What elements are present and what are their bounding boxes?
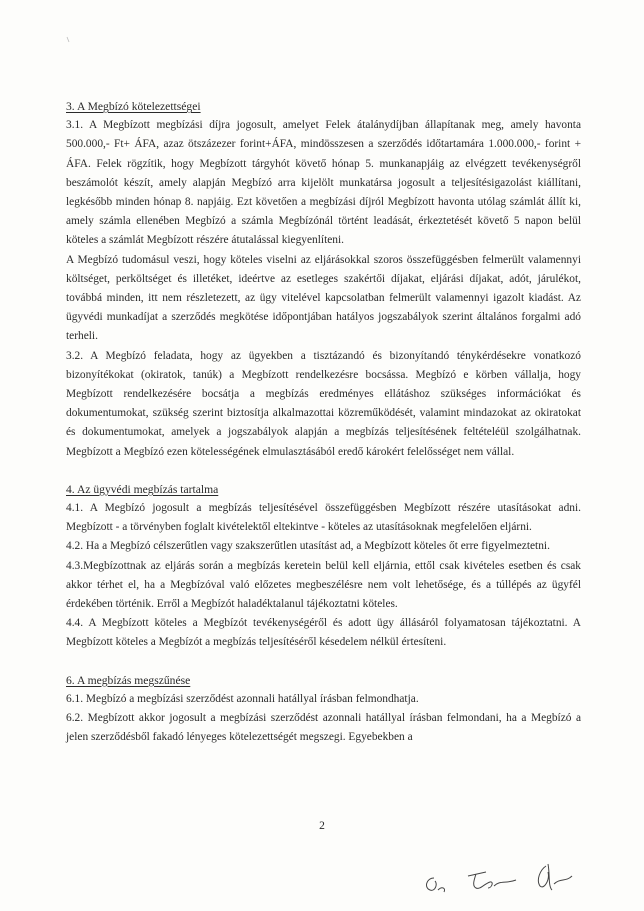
initials-signatures (420, 860, 580, 900)
paragraph: 6.2. Megbízott akkor jogosult a megbízási szerződést azonnali hatállyal írásban felmondani, ha a Megbízó a jelen szerződésből fakadó lényeges kötelezettségét megszegi. Egyebekben a (66, 712, 581, 744)
paragraph: 4.4. A Megbízott köteles a Megbízót tevékenységéről és adott ügy állásáról folyamatosan tájékoztatni. A Megbízott köteles a Megbízót a megbízás teljesítéséről késedelem nélkül értesíteni. (66, 617, 581, 649)
paragraph: 6.1. Megbízó a megbízási szerződést azonnali hatállyal írásban felmondhatja. (66, 692, 419, 705)
section-termination (66, 671, 581, 748)
scan-mark (66, 36, 72, 44)
section-heading: 3. A Megbízó kötelezettségei (66, 100, 201, 113)
paragraph: 3.1. A Megbízott megbízási díjra jogosult, amelyet Felek átalánydíjban állapítanak meg, amely havonta 500.000,- Ft+ ÁFA, azaz ötszázezer forint+ÁFA, mindösszesen a szerződés időtartamára 1.000.000,- forint + ÁFA. Felek rögzítik, hogy Megbízott tárgyhót követő hónap 5. munkanapjáig az elvégzett tevékenységről beszámolót készít, amely alapján Megbízó arra kijelölt munkatársa jogosult a teljesítésigazolást kiállítani, legkésőbb minden hónap 8. napjáig. Ezt követően a megbízási díjról Megbízott havonta utólag számlát állít ki, amely számla ellenében Megbízó a számla Megbízónál történt leadását, érkeztetését követő 5 napon belül köteles a számlát Megbízott részére átutalással kiegyenlíteni. (66, 119, 581, 247)
initial-signature-2 (464, 866, 524, 896)
paragraph: 4.3.Megbízottnak az eljárás során a megbízás keretein belül kell eljárnia, ettől csak kivételes esetben és csak akkor térhet el, ha a Megbízóval való előzetes megbeszélésre nem volt lehetősége, és a túllépés az ügyfél érdekében történik. Erről a Megbízót haladéktalanul tájékoztatni köteles. (66, 559, 581, 611)
initial-signature-1 (420, 870, 460, 896)
initial-signature-3 (526, 860, 576, 896)
page-number: 2 (319, 820, 325, 832)
document-body (66, 97, 581, 766)
paragraph: A Megbízó tudomásul veszi, hogy köteles viselni az eljárásokkal szoros összefüggésben felmerült valamennyi költséget, perköltséget és illetéket, ideértve az esetleges szakértői díjakat, eljárási díjakat, adót, járulékot, továbbá minden, itt nem részletezett, az ügy vitelével kapcsolatban felmerült valamennyi igazolt kiadást. Az ügyvédi munkadíjat a szerződés megkötése időpontjában hatályos jogszabályok szerint általános forgalmi adó terheli. (66, 253, 581, 343)
paragraph: 4.2. Ha a Megbízó célszerűtlen vagy szakszerűtlen utasítást ad, a Megbízott köteles őt erre figyelmeztetni. (66, 540, 550, 553)
section-mandate-content (66, 480, 581, 653)
section-heading: 4. Az ügyvédi megbízás tartalma (66, 482, 219, 496)
paragraph: 4.1. A Megbízó jogosult a megbízás teljesítésével összefüggésben Megbízott részére utasításokat adni. Megbízott - a törvényben foglalt kivételektől eltekintve - köteles az utasításoknak megfelelően eljárni. (66, 502, 581, 534)
section-heading: 6. A megbízás megszűnése (66, 673, 191, 687)
paragraph: 3.2. A Megbízó feladata, hogy az ügyekben a tisztázandó és bizonyítandó ténykérdésekre vonatkozó bizonyítékokat (okiratok, tanúk) a Megbízott rendelkezésre bocsássa. Megbízó e körben vállalja, hogy Megbízott rendelkezésére bocsátja a megbízás eredményes ellátáshoz szükséges információkat és dokumentumokat, szükség szerint biztosítja alkalmazottai közreműködését, valamint mindazokat az okiratokat és dokumentumokat, amelyek a jogszabályok alapján a megbízás teljesítésének feltételéül szolgálhatnak. Megbízott a Megbízó ezen kötelességének elmulasztásából eredő károkért felelősséget nem vállal. (66, 349, 581, 458)
section-obligations (66, 97, 581, 462)
